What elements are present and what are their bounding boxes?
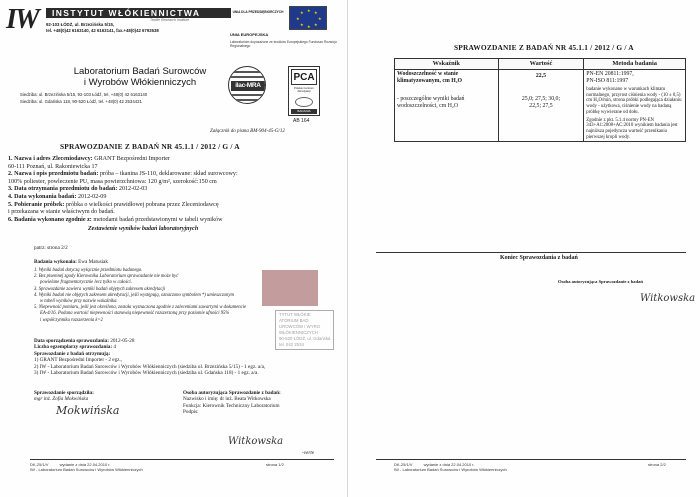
note-5c: i współczynniku rozszerzenia k=2 — [40, 317, 104, 323]
header-value: Wartość — [498, 59, 584, 70]
note-2: 2. Bez pisemnej zgody Kierownika Laboratorium sprawozdanie nie może być — [34, 274, 179, 280]
verte-note: -verte — [302, 450, 315, 456]
eu-banner-title: UNIA DLA PRZEDSIĘBIORCZYCH — [232, 10, 284, 14]
summary-title: Zestawienie wyników badań laboratoryjnych — [88, 226, 199, 232]
footer-lab-2: IW - Laboratorium Badań Surowców i Wyrobów Włókienniczych — [394, 467, 507, 472]
lab-address-2: Siedziba: ul. Gdańska 118, 90-520 Łódź, tel. +48(0) 42 2534421 — [20, 99, 142, 104]
eu-funding-note: Laboratorium doposażone ze środków Europejskiego Funduszu Rozwoju Regionalnego — [230, 40, 337, 49]
footer-page-2: strona 2/2 — [648, 462, 666, 467]
footer-issue: wydanie z dnia 22.04.2010 r. — [59, 462, 111, 467]
row1-method-line-2: PN-ISO 811:1997 — [586, 78, 629, 84]
eu-flag-icon: ★ ★ ★ ★ ★ ★ ★ ★ — [289, 6, 327, 30]
sampling-value-2: i przekazana w stanie właściwym do badań. — [8, 209, 115, 216]
method-value: metodami badań przedstawionymi w tabeli wyników — [93, 216, 223, 223]
ilac-mra-text: ilac-MRA — [231, 81, 265, 91]
accreditation-number: AB 164 — [293, 118, 310, 124]
institute-phone: tel. +48(0)42 6163140, 42 6163141, fax.+48(0)42 6792638 — [46, 28, 159, 33]
note-3: 3. Sprawozdanie zawiera wyniki badań objętych zakresem akredytacji — [34, 286, 166, 292]
authorized-signature-label: Podpis: — [183, 409, 199, 416]
note-1: 1. Wyniki badań dotyczą wyłącznie przedmiotu badanego. — [34, 268, 143, 273]
institute-address: 92-103 ŁÓDŹ, ul. Brzezińska 5/15, — [46, 22, 115, 27]
copies-value: 4 — [113, 344, 116, 351]
recipient-1: 1) GRANT Bezpośredni Importer - 2 egz., — [34, 357, 123, 364]
lab-title-line-1: Laboratorium Badań Surowców — [73, 66, 207, 77]
results-page-ref: patrz: strona 2/2 — [34, 245, 68, 251]
report-title-2: SPRAWOZDANIE Z BADAŃ NR 45.1.1 / 2012 / G / A — [454, 43, 634, 52]
report-title: SPRAWOZDANIE Z BADAŃ NR 45.1.1 / 2012 / G / A — [60, 142, 240, 151]
received-date-label: 3. Data otrzymania przedmiotu do badań: — [8, 186, 118, 193]
eu-banner — [230, 10, 286, 28]
institute-subtitle: Textile Research Institute — [150, 18, 190, 22]
authorization-block — [183, 390, 343, 416]
footer-issue-2: wydanie z dnia 22.04.2010 r. — [423, 462, 475, 467]
note-5b: EA-4/16. Podana wartość niepewności stanowią niepewność rozszerzoną przy poziomie ufności 95% — [40, 311, 230, 317]
table-row — [395, 70, 686, 87]
prepared-by-value: mgr inż. Zofia Mokwińska — [34, 396, 89, 403]
end-of-report: Koniec Sprawozdania z badań — [500, 255, 578, 261]
row2-method — [584, 86, 686, 142]
sampling-value: próbka o wielkości prawidłowej pobrana przez Zleceniodawcę — [65, 201, 219, 208]
table-header-row — [395, 59, 686, 70]
row1-indicator: Wodoszczelność w stanie klimatyzowanym, cm H₂O — [395, 70, 499, 87]
pca-logo-text: PCA — [291, 69, 317, 85]
footer-lab: IW - Laboratorium Badań Surowców i Wyrobów Włókienniczych — [30, 467, 143, 472]
ilac-mra-logo-icon — [228, 66, 266, 104]
client-address: 60-111 Poznań, ul. Rakoniewicka 17 — [8, 163, 98, 170]
report-page-1 — [0, 0, 348, 497]
row2-indicator: - poszczególne wyniki badań wodoszczelności, cm H₂O — [395, 86, 499, 142]
note-4b: w tabeli wyników przy nazwie wskaźnika. — [40, 299, 118, 305]
report-page-2 — [350, 0, 700, 497]
row1-value: 22,5 — [498, 70, 584, 87]
lab-stamp: TYTUT WŁÓKIE ATORIUM BAD UROWCÓW I WYRO WŁÓKIENNICZYCH 90-520 ŁÓDŹ, ul. Gdańska tel. 042 2534 — [275, 310, 334, 350]
client-label: 1. Nazwa i adres Zleceniodawcy: — [8, 156, 93, 162]
eu-union-label: UNIA EUROPEJSKA — [230, 32, 269, 37]
authorized-label-2: Osoba autoryzująca Sprawozdanie z badań — [558, 279, 643, 284]
lab-address-1: Siedziba: ul. Brzezińska 5/15, 92-103 Łódź, tel. +48(0) 42 6163140 — [20, 92, 148, 97]
client-value: GRANT Bezpośredni Importer — [94, 156, 170, 162]
test-object-description: 100% poliester, powleczenie PU, masa powierzchniowa: 120 g/m², szerokość:150 cm — [8, 178, 217, 185]
row2-method-text-b: Zgodnie z pkt. 5.1.4 normy PN-EN 343+A1:2008+AC:2010 wynikiem badania jest najniższa pojedyncza wartość przenikania pierwszej kropli wody. — [586, 117, 678, 140]
row1-method — [584, 70, 686, 87]
test-date-value: 2012-02-09 — [77, 193, 107, 200]
test-object-value: próba – tkanina JS-110, deklarowane: skład surowcowy: — [99, 171, 238, 178]
report-date-label: Data sporządzenia sprawozdania: — [34, 338, 109, 344]
copies-label: Liczba egzemplarzy sprawozdania: — [34, 344, 113, 351]
laurel-icon — [295, 97, 313, 107]
recipient-3: 3) IW - Laboratorium Badań Surowców i Wyrobów Włókienniczych (siedziba ul. Gdańska 118) - 1 egz. a/a. — [34, 370, 259, 377]
lab-title-line-2: i Wyrobów Włókienniczych — [83, 77, 197, 88]
header-method: Metoda badania — [584, 59, 686, 70]
performed-by-label: Badania wykonała: — [34, 259, 77, 265]
footer-code: DK-25/1/V — [30, 462, 49, 467]
authorized-signature: Witkowska — [228, 436, 284, 447]
prepared-by-label: Sprawozdanie sporządziła: — [34, 390, 94, 396]
received-date-value: 2012-02-03 — [118, 186, 148, 193]
authorized-function: Funkcja: Kierownik Techniczny Laboratorium — [183, 402, 280, 409]
row2-method-text: badanie wykonano w warunkach klimatu normalnego, przyrost ciśnienia wody - (10 ± 0,5) cm H₂O/min, strona próbki podlegająca działaniu wody - użytkowa, ciśnienie wody na badaną próbkę wywierane od dołu. — [586, 87, 682, 115]
iw-logo: IW — [6, 4, 38, 35]
report-date-value: 2012-05-28 — [110, 338, 135, 344]
test-object-label: 2. Nazwa i opis przedmiotu badań: — [8, 171, 99, 178]
recipients-label: Sprawozdanie z badań otrzymują: — [34, 350, 111, 357]
footer-left-2 — [394, 462, 507, 472]
test-date-label: 4. Data wykonania badań: — [8, 193, 77, 200]
prepared-signature: Mokwińska — [56, 404, 120, 417]
authorized-by-label: Osoba autoryzująca Sprawozdanie z badań: — [183, 390, 281, 396]
note-5: 5. Niepewność pomiaru, jeśli jest określona, została wyznaczona zgodnie z zaleceniami zawartymi w dokumencie — [34, 305, 247, 311]
results-table — [394, 58, 686, 142]
row1-method-line-1: PN-EN 20811:1997, — [586, 71, 634, 77]
footer-left — [30, 462, 143, 472]
report-meta — [34, 338, 334, 376]
annex-reference: Załącznik do pisma BM-904-45-G/12 — [210, 129, 285, 134]
performed-by-value: Ewa Matusiak — [78, 259, 108, 265]
recipient-2: 2) IW - Laboratorium Badań Surowców i Wyrobów Włókienniczych (siedziba ul. Brzezińska 5/15) - 1 egz. a/a, — [34, 363, 266, 370]
note-4: 4. Wyniki badań nie objętych zakresem akredytacji, jeśli występują, oznaczono symbolem *) umieszczonym — [34, 292, 234, 298]
footer-page: strona 1/2 — [266, 462, 284, 467]
pca-subtitle: Polskie Centrum Akredytacji — [294, 87, 314, 94]
report-details — [8, 156, 343, 224]
row2-value-line-1: 25,0; 27,5; 30,0; — [521, 96, 561, 102]
header-indicator: Wskaźnik — [395, 59, 499, 70]
table-row — [395, 86, 686, 142]
lab-title — [40, 66, 240, 88]
pca-accreditation-type: BADANIA — [291, 109, 317, 114]
sampling-label: 5. Pobieranie próbek: — [8, 201, 65, 208]
method-label: 6. Badania wykonano zgodnie z: — [8, 216, 92, 223]
footer-code-2: DK-25/1/V — [394, 462, 413, 467]
row2-value-line-2: 22,5; 27,5 — [529, 103, 553, 109]
institute-name: INSTYTUT WŁÓKIENNICTWA — [46, 8, 231, 18]
authorized-signature-2: Witkowska — [640, 293, 696, 304]
note-2b: powielane fragmentarycznie lecz tylko w całości. — [40, 280, 132, 286]
row2-value — [498, 86, 584, 142]
pca-accreditation-logo — [288, 66, 320, 116]
authorized-name: Nazwisko i imię: dr inż. Beata Witkowska — [183, 396, 271, 403]
